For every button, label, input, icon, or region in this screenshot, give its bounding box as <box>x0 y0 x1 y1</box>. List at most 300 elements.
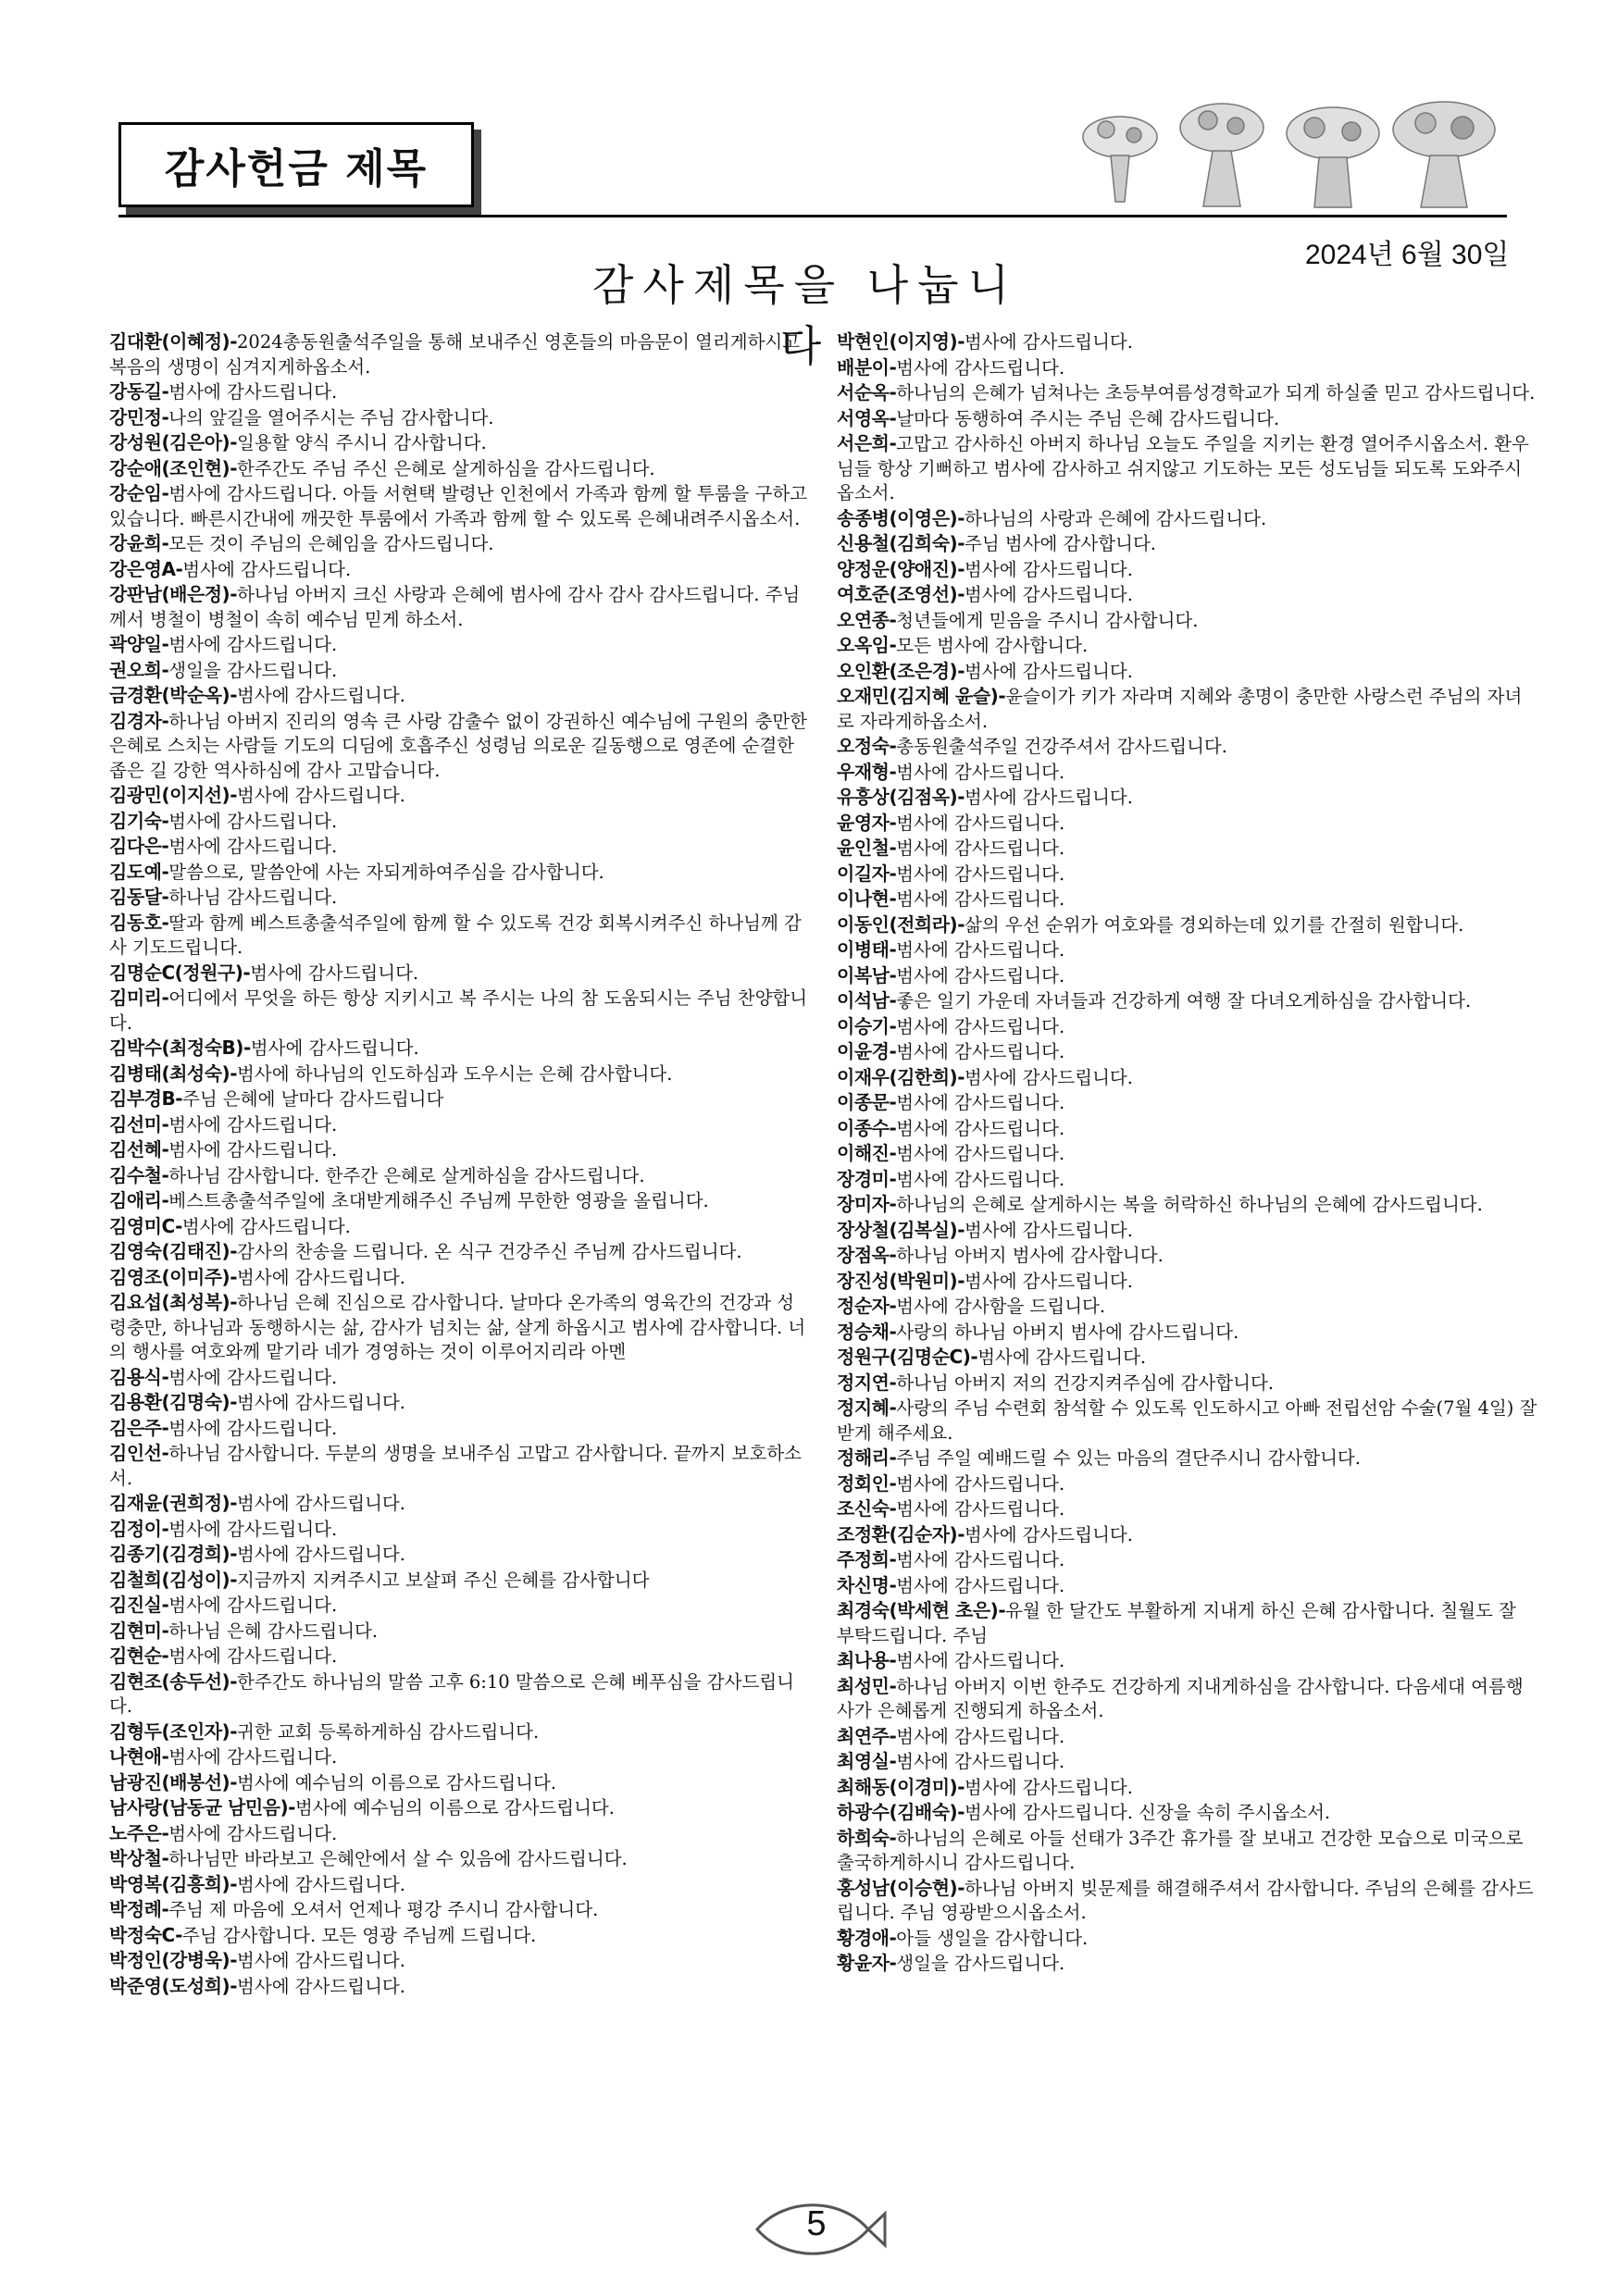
thanks-message: 범사에 감사드립니다. <box>237 1873 405 1895</box>
separator: - <box>889 432 897 454</box>
separator: - <box>230 1949 238 1971</box>
separator: - <box>161 911 169 934</box>
donor-name: 여호준(조영선) <box>837 583 958 605</box>
thanks-message: 범사에 감사함을 드립니다. <box>896 1296 1106 1317</box>
separator: - <box>889 1926 897 1949</box>
donor-name: 서순옥 <box>837 381 890 403</box>
thanks-message: 범사에 감사드립니다. <box>896 1498 1065 1520</box>
separator: - <box>175 1923 182 1946</box>
donor-name: 남사랑(남동균 남민음) <box>109 1796 289 1818</box>
thanks-entry <box>109 961 811 987</box>
thanks-message: 범사에 감사드립니다. <box>896 1168 1065 1190</box>
thanks-entry <box>109 860 811 886</box>
donor-name: 장진성(박원미) <box>837 1269 958 1292</box>
thanks-entry <box>837 355 1538 381</box>
separator: - <box>957 1218 965 1241</box>
thanks-entry <box>837 406 1538 432</box>
thanks-message: 범사에 감사드립니다. <box>237 1975 405 1997</box>
separator: - <box>230 1061 238 1085</box>
thanks-entry <box>837 937 1538 963</box>
thanks-entry <box>837 1926 1538 1952</box>
thanks-message: 하나님만 바라보고 은혜안에서 살 수 있음에 감사드립니다. <box>168 1848 628 1869</box>
thanks-entry <box>837 1724 1538 1750</box>
thanks-message: 주님 주일 예배드릴 수 있는 마음의 결단주시니 감사합니다. <box>896 1447 1361 1469</box>
donor-name: 정지혜 <box>837 1396 890 1419</box>
separator: - <box>161 1442 169 1464</box>
thanks-entry <box>109 1265 811 1291</box>
thanks-entry <box>109 1086 811 1112</box>
separator: - <box>161 809 169 832</box>
separator: - <box>957 583 965 605</box>
thanks-entry <box>837 1269 1538 1295</box>
thanks-entry <box>837 1826 1538 1876</box>
thanks-entry <box>837 1471 1538 1497</box>
thanks-entry <box>837 1167 1538 1193</box>
thanks-entry <box>109 1846 811 1872</box>
thanks-message: 하나님 감사합니다. 두분의 생명을 보내주심 고맙고 감사합니다. 끝까지 보호하소서. <box>109 1443 802 1489</box>
thanks-entry <box>837 1446 1538 1471</box>
separator: - <box>889 406 897 429</box>
thanks-entry <box>109 1517 811 1543</box>
thanks-message: 범사에 감사드립니다. <box>896 1092 1065 1113</box>
thanks-message: 범사에 감사드립니다. <box>965 1270 1133 1292</box>
donor-name: 정원구(김명순C) <box>837 1346 971 1368</box>
separator: - <box>161 1847 169 1869</box>
separator: - <box>161 1517 169 1540</box>
separator: - <box>230 583 238 605</box>
donor-name: 서영옥 <box>837 406 890 429</box>
separator: - <box>161 1365 169 1388</box>
thanks-message: 범사에 감사드립니다. <box>896 1751 1065 1772</box>
thanks-entry <box>837 988 1538 1014</box>
donor-name: 최경숙(박세현 초은) <box>837 1599 999 1621</box>
thanks-message: 범사에 감사드립니다. <box>977 1347 1147 1368</box>
thanks-entry <box>109 329 811 379</box>
thanks-message: 범사에 감사드립니다. <box>168 1139 338 1160</box>
donor-name: 박정인(강병욱) <box>109 1949 230 1971</box>
thanks-entry <box>837 633 1538 659</box>
thanks-message: 하나님의 은혜가 넘쳐나는 초등부여름성경학교가 되게 하실줄 믿고 감사드립니다. <box>896 382 1536 403</box>
donor-name: 김부경B <box>109 1087 176 1110</box>
donor-name: 김선미 <box>109 1112 162 1136</box>
thanks-message: 하나님 은혜 진심으로 감사합니다. 날마다 온가족의 영육간의 건강과 성령충만, 하나님과 동행하시는 삶, 감사가 넘치는 삶, 살게 하옵시고 범사에 감사합니다. 너의 행사를 여호와께 맡기라 네가 경영하는 것이 이루어지리라 아멘 <box>109 1292 806 1362</box>
separator: - <box>161 1821 169 1844</box>
separator: - <box>889 1091 897 1113</box>
donor-name: 김현조(송두선) <box>109 1669 230 1693</box>
thanks-message: 삶의 우선 순위가 여호와를 경외하는데 있기를 간절히 원합니다. <box>965 913 1464 936</box>
donor-name: 황윤자 <box>837 1952 890 1974</box>
separator: - <box>230 684 238 706</box>
thanks-entry <box>109 709 811 784</box>
donor-name: 이나현 <box>837 887 890 910</box>
separator: - <box>230 431 238 453</box>
thanks-entry <box>837 1749 1538 1775</box>
thanks-entry <box>109 1593 811 1619</box>
separator: - <box>957 1876 965 1899</box>
donor-name: 최영실 <box>837 1750 890 1772</box>
issue-date: 2024년 6월 30일 <box>1305 240 1510 270</box>
separator: - <box>243 1036 251 1059</box>
donor-name: 강순애(조인현) <box>109 456 230 479</box>
thanks-message: 범사에 예수님의 이름으로 감사드립니다. <box>237 1771 557 1793</box>
separator: - <box>161 380 169 403</box>
separator: - <box>970 1346 978 1368</box>
thanks-message: 범사에 감사드립니다. <box>896 939 1065 961</box>
donor-name: 남광진(배봉선) <box>109 1770 230 1793</box>
donor-name: 장점옥 <box>837 1244 890 1266</box>
donor-name: 김재윤(권희정) <box>109 1492 230 1514</box>
separator: - <box>161 633 169 655</box>
thanks-message: 범사에 감사드립니다. <box>896 888 1065 910</box>
donor-name: 이길자 <box>837 862 890 885</box>
thanks-entry <box>109 885 811 911</box>
donor-name: 정지연 <box>837 1371 890 1394</box>
donor-name: 오연종 <box>837 608 890 631</box>
separator: - <box>161 987 169 1009</box>
separator: - <box>288 1796 295 1818</box>
thanks-entry <box>109 1441 811 1491</box>
thanks-entry <box>109 1239 811 1265</box>
separator: - <box>998 685 1006 707</box>
left-column <box>109 329 811 1999</box>
separator: - <box>230 1669 238 1693</box>
separator: - <box>889 1371 897 1394</box>
thanks-entry <box>109 379 811 405</box>
donor-name: 김영조(이미주) <box>109 1265 230 1288</box>
thanks-message: 범사에 감사드립니다. <box>237 1266 405 1288</box>
thanks-message: 범사에 감사드립니다. <box>181 1215 351 1237</box>
thanks-message: 말씀으로, 말씀안에 사는 자되게하여주심을 감사합니다. <box>168 861 604 883</box>
donor-name: 김현순 <box>109 1644 162 1667</box>
thanks-entry <box>109 1644 811 1669</box>
donor-name: 강판남(배은정) <box>109 583 230 605</box>
separator: - <box>957 506 965 529</box>
thanks-entry <box>837 1573 1538 1599</box>
separator: - <box>957 330 965 353</box>
separator: - <box>161 1189 169 1211</box>
thanks-entry <box>837 963 1538 989</box>
thanks-entry <box>109 911 811 961</box>
thanks-message: 하나님 아버지 이번 한주도 건강하게 지내게하심을 감사합니다. 다음세대 여름행사가 은혜롭게 진행되게 하옵소서. <box>837 1675 1524 1721</box>
thanks-message: 하나님 은혜 감사드립니다. <box>168 1620 379 1642</box>
separator: - <box>230 1391 238 1413</box>
donor-name: 박영복(김흥희) <box>109 1872 230 1895</box>
thanks-entry <box>837 659 1538 685</box>
thanks-message: 하나님 감사드립니다. <box>168 887 338 908</box>
separator: - <box>889 1471 897 1495</box>
donor-name: 배분이 <box>837 355 890 379</box>
separator: - <box>889 1142 897 1164</box>
separator: - <box>889 1548 897 1570</box>
thanks-message: 범사에 감사드립니다. <box>250 962 419 984</box>
donor-name: 김용환(김명숙) <box>109 1391 230 1413</box>
thanks-message: 범사에 감사드립니다. <box>250 1037 419 1059</box>
donor-name: 주정희 <box>837 1548 890 1570</box>
separator: - <box>889 887 897 910</box>
donor-name: 김다은 <box>109 835 162 857</box>
separator: - <box>230 1568 238 1591</box>
donor-name: 정순자 <box>837 1295 890 1317</box>
donor-name: 하희숙 <box>837 1826 890 1849</box>
donor-name: 오인환(조은경) <box>837 659 958 682</box>
thanks-message: 범사에 감사드립니다. <box>237 1392 405 1413</box>
donor-name: 김대환(이혜정) <box>109 330 230 353</box>
donor-name: 김동호 <box>109 911 162 934</box>
thanks-entry <box>109 1669 811 1719</box>
donor-name: 김은주 <box>109 1416 162 1439</box>
thanks-message: 범사에 감사드립니다. <box>168 810 338 832</box>
donor-name: 이재우(김한희) <box>837 1065 958 1088</box>
thanks-message: 주님 은혜에 날마다 감사드립니다 <box>182 1088 444 1110</box>
thanks-message: 청년들에게 믿음을 주시니 감사합니다. <box>896 609 1199 631</box>
donor-name: 김선혜 <box>109 1138 162 1160</box>
thanks-message: 범사에 감사드립니다. <box>168 634 338 655</box>
thanks-message: 범사에 감사드립니다. <box>896 863 1065 885</box>
thanks-message: 범사에 감사드립니다. <box>168 1746 338 1768</box>
thanks-entry <box>109 405 811 431</box>
thanks-message: 범사에 감사드립니다. <box>896 356 1065 379</box>
separator: - <box>161 1619 169 1642</box>
thanks-entry <box>109 1795 811 1821</box>
thanks-message: 하나님 아버지 빚문제를 해결해주셔서 감사합니다. 주님의 은혜를 감사드립니다. 주님 영광받으시옵소서. <box>837 1877 1534 1923</box>
separator: - <box>230 1974 238 1997</box>
donor-name: 김정이 <box>109 1517 162 1540</box>
thanks-entry <box>109 481 811 531</box>
thanks-entry <box>109 632 811 658</box>
thanks-message: 범사에 감사드립니다. <box>965 1523 1133 1545</box>
separator: - <box>957 1801 965 1823</box>
separator: - <box>230 784 238 806</box>
thanks-message: 하나님 감사합니다. 한주간 은혜로 살게하심을 감사드립니다. <box>168 1164 645 1186</box>
thanks-message: 하나님의 사랑과 은혜에 감사드립니다. <box>965 507 1267 529</box>
thanks-message: 감사의 찬송을 드립니다. 온 식구 건강주신 주님께 감사드립니다. <box>237 1241 742 1262</box>
separator: - <box>230 1719 238 1743</box>
thanks-message: 한주간도 주님 주신 은혜로 살게하심을 감사드립니다. <box>237 457 655 479</box>
separator: - <box>161 1594 169 1616</box>
thanks-entry <box>837 1800 1538 1826</box>
thanks-entry <box>837 506 1538 532</box>
donor-name: 김도예 <box>109 860 162 883</box>
separator: - <box>889 1193 897 1215</box>
thanks-message: 범사에 감사드립니다. <box>965 558 1133 580</box>
thanks-entry <box>109 986 811 1036</box>
thanks-message: 나의 앞길을 열어주시는 주님 감사합니다. <box>168 406 494 428</box>
donor-name: 강윤희 <box>109 532 162 554</box>
thanks-message: 범사에 감사드립니다. <box>168 1645 338 1667</box>
donor-name: 이병태 <box>837 938 890 961</box>
donor-name: 박현인(이지영) <box>837 330 958 353</box>
thanks-message: 사랑의 주님 수련회 참석할 수 있도록 인도하시고 아빠 전립선암 수술(7월 4일) 잘 받게 해주세요. <box>837 1397 1537 1444</box>
donor-name: 김형두(조인자) <box>109 1719 230 1743</box>
separator: - <box>161 886 169 908</box>
thanks-message: 범사에 감사드립니다. <box>168 1518 338 1540</box>
thanks-entry <box>109 1416 811 1442</box>
donor-name: 양정운(양애진) <box>837 557 958 580</box>
thanks-entry <box>837 1371 1538 1396</box>
thanks-message: 일용할 양식 주시니 감사합니다. <box>237 432 487 453</box>
donor-name: 김요섭(최성복) <box>109 1291 230 1313</box>
thanks-message: 주님 제 마음에 오셔서 언제나 평강 주시니 감사합니다. <box>168 1899 599 1920</box>
thanks-entry <box>109 1390 811 1416</box>
thanks-entry <box>109 1290 811 1365</box>
thanks-message: 범사에 감사드립니다. <box>965 331 1133 353</box>
thanks-message: 범사에 감사드립니다. <box>182 558 352 580</box>
thanks-message: 범사에 감사드립니다. <box>896 1041 1065 1062</box>
separator: - <box>161 658 169 681</box>
donor-name: 곽양일 <box>109 633 162 655</box>
thanks-message: 범사에 감사드립니다. <box>965 660 1133 682</box>
separator: - <box>889 1295 897 1317</box>
donor-name: 정해리 <box>837 1446 890 1469</box>
thanks-message: 하나님 아버지 저의 건강지켜주심에 감사합니다. <box>896 1371 1275 1394</box>
thanks-message: 주님 범사에 감사합니다. <box>965 533 1156 554</box>
thanks-message: 범사에 감사드립니다. 신장을 속히 주시옵소서. <box>965 1802 1331 1823</box>
donor-name: 이복남 <box>837 963 890 987</box>
separator: - <box>957 557 965 580</box>
donor-name: 김용식 <box>109 1365 162 1388</box>
separator: - <box>957 786 965 808</box>
thanks-message: 범사에 감사드립니다. <box>896 1472 1065 1495</box>
donor-name: 오재민(김지혜 윤슬) <box>837 685 999 707</box>
donor-name: 우재형 <box>837 760 890 783</box>
donor-name: 최성민 <box>837 1674 890 1697</box>
separator: - <box>889 634 897 656</box>
thanks-message: 범사에 감사드립니다. <box>965 1776 1133 1798</box>
separator: - <box>230 1291 238 1313</box>
donor-name: 하광수(김배숙) <box>837 1801 958 1823</box>
thanks-message: 범사에 예수님의 이름으로 감사드립니다. <box>294 1797 615 1818</box>
donor-name: 김인선 <box>109 1442 162 1464</box>
separator: - <box>957 1269 965 1292</box>
separator: - <box>175 1087 183 1110</box>
thanks-message: 베스트총출석주일에 초대받게해주신 주님께 무한한 영광을 올립니다. <box>168 1190 709 1211</box>
separator: - <box>889 1573 897 1596</box>
separator: - <box>161 1112 169 1136</box>
separator: - <box>175 1214 182 1237</box>
thanks-message: 범사에 감사드립니다. <box>237 685 405 706</box>
thanks-message: 아들 생일을 감사합니다. <box>896 1927 1089 1949</box>
thanks-message: 범사에 감사드립니다. <box>965 787 1133 808</box>
thanks-message: 범사에 감사드립니다. <box>896 1143 1065 1164</box>
thanks-entry <box>109 1897 811 1923</box>
separator: - <box>889 1724 897 1747</box>
thanks-entry <box>837 608 1538 634</box>
donor-name: 조정환(김순자) <box>837 1522 958 1545</box>
separator: - <box>889 1320 897 1343</box>
donor-name: 이동인(전희라) <box>837 912 958 936</box>
thanks-message: 날마다 동행하여 주시는 주님 은혜 감사드립니다. <box>896 407 1280 429</box>
thanks-entry <box>837 1141 1538 1167</box>
separator: - <box>161 532 169 554</box>
donor-name: 장미자 <box>837 1193 890 1215</box>
thanks-entry <box>109 430 811 456</box>
thanks-entry <box>109 1365 811 1391</box>
flower-vase-decoration <box>1064 100 1509 215</box>
donor-name: 김애리 <box>109 1189 162 1211</box>
donor-name: 정회인 <box>837 1471 890 1495</box>
thanks-entry <box>109 1568 811 1594</box>
separator: - <box>889 1396 897 1419</box>
thanks-entry <box>837 1951 1538 1977</box>
separator: - <box>889 1167 897 1190</box>
separator: - <box>889 381 897 403</box>
thanks-message: 범사에 감사드립니다. <box>168 1822 338 1844</box>
separator: - <box>889 862 897 885</box>
separator: - <box>889 1497 897 1520</box>
donor-name: 장경미 <box>837 1167 890 1190</box>
thanks-entry <box>109 1619 811 1644</box>
thanks-message: 사랑의 하나님 아버지 범사에 감사드립니다. <box>896 1321 1239 1343</box>
separator: - <box>957 912 965 936</box>
separator: - <box>230 330 238 353</box>
thanks-entry <box>837 582 1538 608</box>
donor-name: 송종병(이영은) <box>837 506 958 529</box>
donor-name: 유흥상(김점옥) <box>837 786 958 808</box>
thanks-entry <box>837 1039 1538 1065</box>
thanks-message: 어디에서 무엇을 하든 항상 지키시고 복 주시는 나의 참 도움되시는 주님 찬양합니다. <box>109 987 808 1034</box>
separator: - <box>243 961 251 984</box>
thanks-entry <box>837 1090 1538 1116</box>
separator: - <box>957 1775 965 1798</box>
thanks-message: 범사에 감사드립니다. <box>965 584 1133 605</box>
separator: - <box>161 405 169 428</box>
separator: - <box>998 1599 1006 1621</box>
thanks-entry <box>837 684 1538 734</box>
donor-name: 김박수(최정숙B) <box>109 1036 243 1059</box>
thanks-message: 범사에 감사드립니다. <box>168 381 338 403</box>
separator: - <box>161 1138 169 1160</box>
thanks-entry <box>109 456 811 482</box>
thanks-entry <box>109 582 811 632</box>
thanks-message: 범사에 감사드립니다. <box>896 1117 1065 1139</box>
thanks-message: 고맙고 감사하신 아버지 하나님 오늘도 주일을 지키는 환경 열어주시옵소서. 환우님들 항상 기뻐하고 범사에 감사하고 쉬지않고 기도하는 모든 성도님들 되도록 도와주시옵소서. <box>837 433 1529 503</box>
separator: - <box>230 1770 238 1793</box>
thanks-entry <box>109 1137 811 1163</box>
separator: - <box>161 482 169 504</box>
separator: - <box>889 735 897 757</box>
thanks-entry <box>109 809 811 835</box>
thanks-entry <box>837 557 1538 583</box>
thanks-entry <box>109 1744 811 1770</box>
separator: - <box>161 1416 169 1439</box>
donor-name: 박상철 <box>109 1847 162 1869</box>
donor-name: 김진실 <box>109 1594 162 1616</box>
thanks-message: 범사에 하나님의 인도하심과 도우시는 은혜 감사합니다. <box>237 1062 673 1085</box>
donor-name: 김동달 <box>109 886 162 908</box>
thanks-message: 범사에 감사드립니다. <box>896 1574 1065 1596</box>
thanks-entry <box>837 329 1538 355</box>
thanks-entry <box>109 1112 811 1138</box>
thanks-message: 유월 한 달간도 부활하게 지내게 하신 은혜 감사합니다. 칠월도 잘 부탁드립니다. 주님 <box>837 1600 1516 1646</box>
donor-name: 김병태(최성숙) <box>109 1061 230 1085</box>
thanks-entry <box>109 1770 811 1796</box>
thanks-message: 2024총동원출석주일을 통해 보내주신 영혼들의 마음문이 열리게하시고 복음의 생명이 심겨지게하옵소서. <box>109 331 801 378</box>
separator: - <box>889 608 897 631</box>
section-title-box <box>118 122 474 207</box>
separator: - <box>889 938 897 961</box>
thanks-message: 생일을 감사드립니다. <box>168 659 338 681</box>
thanks-entry <box>837 1547 1538 1573</box>
thanks-entry <box>837 862 1538 887</box>
donor-name: 강은영A <box>109 557 176 580</box>
donor-name: 최해동(이경미) <box>837 1775 958 1798</box>
thanks-message: 범사에 감사드립니다. <box>168 1595 338 1616</box>
donor-name: 이윤경 <box>837 1040 890 1062</box>
thanks-entry <box>109 683 811 709</box>
thanks-entry <box>109 1872 811 1898</box>
thanks-entry <box>109 834 811 860</box>
separator: - <box>889 1649 897 1671</box>
